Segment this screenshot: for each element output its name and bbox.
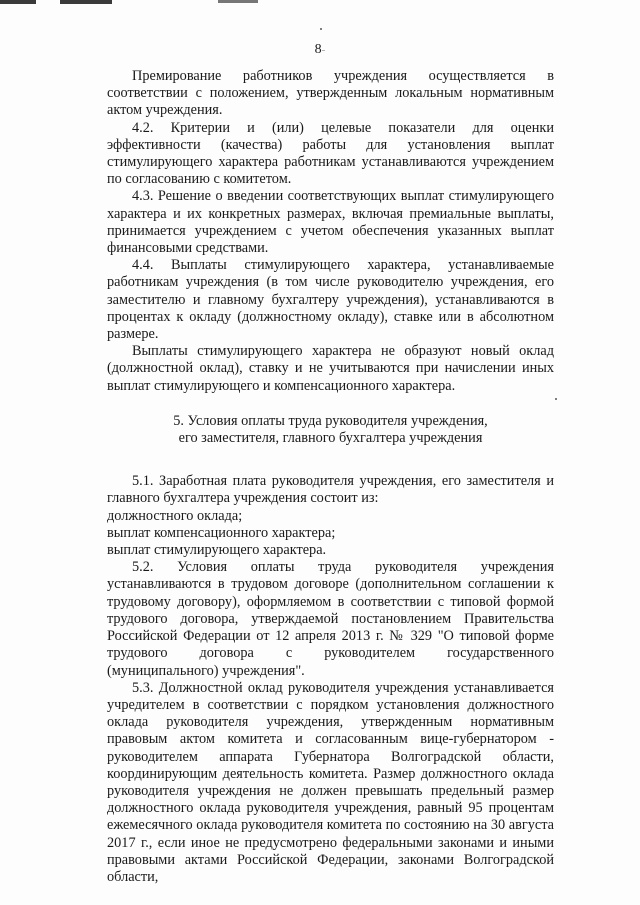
scan-edge-mark: [60, 0, 112, 4]
section-5-heading-line-1: 5. Условия оплаты труда руководителя учреждения,: [173, 412, 488, 429]
paragraph-5-1: 5.1. Заработная плата руководителя учреждения, его заместителя и главного бухгалтера учреждения состоит из:: [107, 473, 554, 507]
page-number-value: 8: [314, 42, 322, 57]
page-number: [300, 42, 340, 58]
paragraph-4-2: 4.2. Критерии и (или) целевые показатели для оценки эффективности (качества) работы для установления выплат стимулирующего характера работникам устанавливаются учреждением по согласованию с комитетом.: [107, 119, 554, 188]
list-item: выплат стимулирующего характера.: [107, 542, 327, 559]
list-item: выплат компенсационного характера;: [107, 524, 336, 541]
page-number-mark: -: [321, 44, 326, 56]
paragraph-bonus-regulation: Премирование работников учреждения осуществляется в соответствии с положением, утвержденным локальным нормативным актом учреждения.: [107, 68, 554, 119]
scan-speck: [555, 398, 557, 400]
paragraph-4-3: 4.3. Решение о введении соответствующих выплат стимулирующего характера и их конкретных размерах, включая премиальные выплаты, принимается учреждением с учетом обеспечения указанных выплат финансовыми средствами.: [107, 188, 554, 257]
scan-speck: [320, 28, 322, 30]
document-body: [107, 68, 554, 886]
list-item: должностного оклада;: [107, 507, 243, 524]
paragraph-5-3: 5.3. Должностной оклад руководителя учреждения устанавливается учредителем в соответствии с порядком установления должностного оклада руководителя учреждения, утвержденным нормативным правовым актом комитета и согласованным вице-губернатором - руководителем аппарата Губернатора Волгоградской области, координирующим деятельность комитета. Размер должностного оклада руководителя учреждения не должен превышать предельный размер должностного оклада руководителя учреждения, равный 95 процентам ежемесячного оклада руководителя комитета по состоянию на 30 августа 2017 г., если иное не предусмотрено федеральными законами и иными правовыми актами Российской Федерации, законами Волгоградской области,: [107, 679, 554, 885]
scan-edge-mark: [0, 0, 36, 4]
paragraph-5-2: 5.2. Условия оплаты труда руководителя учреждения устанавливаются в трудовом договоре (дополнительном соглашении к трудовому договору), оформляемом в соответствии с типовой формой трудового договора, утверждаемой постановлением Правительства Российской Федерации от 12 апреля 2013 г. № 329 "О типовой форме трудового договора с руководителем государственного (муниципального) учреждения".: [107, 559, 554, 679]
paragraph-incentive-payments: Выплаты стимулирующего характера не образуют новый оклад (должностной оклад), ставку и не учитываются при начислении иных выплат стимулирующего и компенсационного характера.: [107, 343, 554, 394]
section-5-heading: [107, 413, 554, 447]
scan-edge-mark: [218, 0, 258, 3]
section-5-heading-line-2: его заместителя, главного бухгалтера учреждения: [178, 430, 483, 447]
paragraph-4-4: 4.4. Выплаты стимулирующего характера, устанавливаемые работникам учреждения (в том числе руководителю учреждения, его заместителю и главному бухгалтеру учреждения), устанавливаются в процентах к окладу (должностному окладу), ставке или в абсолютном размере.: [107, 257, 554, 343]
